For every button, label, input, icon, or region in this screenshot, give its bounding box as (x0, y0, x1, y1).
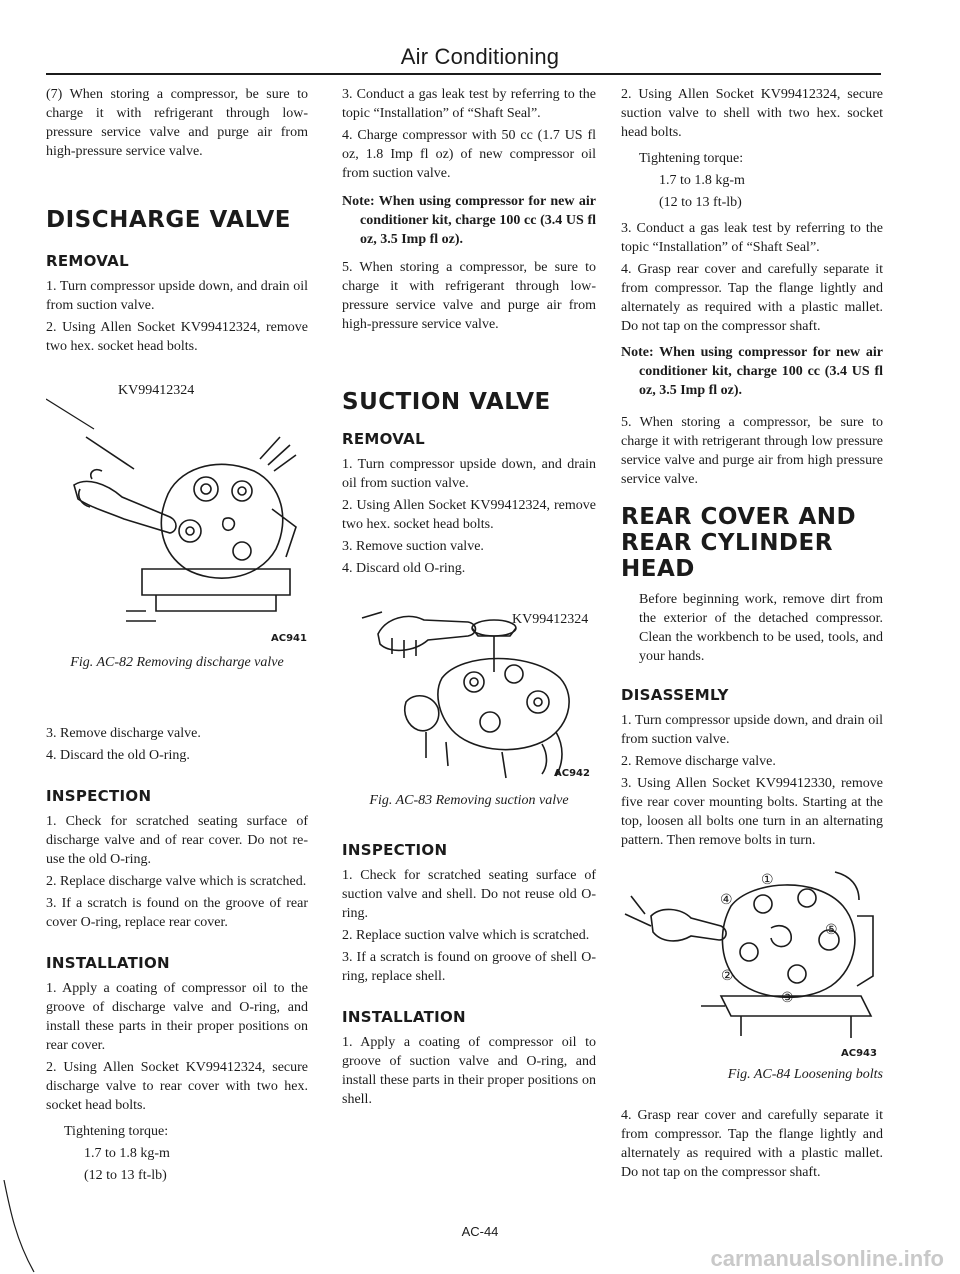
installation-step-1: 1. Apply a coating of compressor oil to the groove of discharge valve and O-ring, and install these parts in their proper positions on rear cover. (46, 981, 308, 1053)
figure-tool-label: KV99412324 (118, 383, 195, 398)
inspection-step-1: 1. Check for scratched seating surface of suction valve and shell. Do not reuse old O-ring. (342, 868, 596, 921)
installation-step-2: 2. Using Allen Socket KV99412324, secure discharge valve to rear cover with two hex. socket head bolts. (46, 1060, 308, 1113)
discharge-step-3: 3. Remove discharge valve. (46, 726, 201, 741)
title-line-3: HEAD (621, 556, 695, 582)
removal-step-3: 3. Remove suction valve. (342, 539, 484, 554)
note-new-kit (342, 192, 596, 249)
rear-cover-intro: Before beginning work, remove dirt from the exterior of the detached compressor. Clean the workbench to be used, tools, and your hands. (639, 592, 883, 664)
column-3 (621, 85, 883, 1185)
removal-step-4: 4. Discard old O-ring. (342, 561, 466, 576)
charge-oil-step: 4. Grasp rear cover and carefully separate it from compressor. Tap the flange lightly and alternately as required with a plastic mallet. Do not tap on the compressor shaft. (621, 262, 883, 334)
section-title-discharge-valve: DISCHARGE VALVE (46, 207, 291, 233)
binding-margin-mark (0, 1180, 40, 1274)
bolt-label-5: ⑤ (825, 923, 838, 938)
heading-disassembly: DISASSEMLY (621, 686, 729, 704)
heading-removal: REMOVAL (342, 430, 425, 448)
inspection-step-2: 2. Replace discharge valve which is scratched. (46, 874, 307, 889)
note-text: Note: When using compressor for new air conditioner kit, charge 100 cc (3.4 US fl oz, 3.5 Imp fl oz). (342, 194, 596, 247)
figure-code: AC943 (841, 1048, 877, 1059)
disassembly-step-1: 1. Turn compressor upside down, and drain oil from suction valve. (621, 713, 883, 747)
heading-removal: REMOVAL (46, 252, 129, 270)
figure-tool-label: KV99412324 (512, 612, 589, 627)
disassembly-step-2: 2. Remove discharge valve. (621, 754, 776, 769)
inspection-step-3: 3. If a scratch is found on the groove of rear cover O-ring, replace rear cover. (46, 896, 308, 930)
discharge-valve-illustration (46, 359, 308, 649)
torque-value-imperial: (12 to 13 ft-lb) (84, 1168, 167, 1183)
bolt-label-4: ④ (720, 893, 733, 908)
separate-rear-cover-step: 4. Grasp rear cover and carefully separate it from compressor. Tap the flange lightly and alternately as required with a plastic mallet. Do not tap on the compressor shaft. (621, 1108, 883, 1180)
torque-value-imperial: (12 to 13 ft-lb) (659, 195, 742, 210)
inspection-step-3: 3. If a scratch is found on groove of shell O-ring, replace shell. (342, 950, 596, 984)
note-text: Note: When using compressor for new air conditioner kit, charge 100 cc (3.4 US fl oz, 3.5 Imp fl oz). (621, 345, 883, 398)
bolt-label-1: ① (761, 873, 774, 888)
installation-step-1: 1. Apply a coating of compressor oil to groove of suction valve and O-ring, and install these parts in their proper positions on shell. (342, 1035, 596, 1107)
note-new-kit (621, 343, 883, 400)
heading-installation: INSTALLATION (46, 954, 170, 972)
storing-step: 5. When storing a compressor, be sure to charge it with retrigerant through low pressure service valve and purge air from high pressure service valve. (621, 415, 883, 487)
title-line-1: REAR COVER AND (621, 504, 857, 530)
storing-note: (7) When storing a compressor, be sure to charge it with refrigerant through low-pressure service valve and purge air from high-pressure service valve. (46, 87, 308, 159)
figure-caption: Fig. AC-82 Removing discharge valve (70, 655, 284, 670)
torque-label: Tightening torque: (639, 151, 744, 166)
discharge-step-4: 4. Discard the old O-ring. (46, 748, 190, 763)
inspection-step-2: 2. Replace suction valve which is scratched. (342, 928, 590, 943)
figure-caption: Fig. AC-83 Removing suction valve (369, 793, 569, 808)
heading-inspection: INSPECTION (342, 841, 448, 859)
torque-value-metric: 1.7 to 1.8 kg-m (84, 1146, 170, 1161)
figure-ac83 (342, 582, 596, 818)
removal-step-2: 2. Using Allen Socket KV99412324, remove two hex. socket head bolts. (46, 320, 308, 354)
bolt-label-2: ② (721, 969, 734, 984)
header-rule (46, 73, 881, 75)
removal-step-1: 1. Turn compressor upside down, and drain oil from suction valve. (46, 279, 308, 313)
heading-installation: INSTALLATION (342, 1008, 466, 1026)
removal-step-1: 1. Turn compressor upside down, and drain oil from suction valve. (342, 457, 596, 491)
section-title-rear-cover (621, 504, 883, 582)
secure-suction-valve-step: 2. Using Allen Socket KV99412324, secure suction valve to shell with two hex. socket head bolts. (621, 87, 883, 140)
torque-value-metric: 1.7 to 1.8 kg-m (659, 173, 745, 188)
page-number: AC-44 (461, 1224, 499, 1239)
bolt-label-3: ③ (781, 991, 794, 1006)
removal-step-2: 2. Using Allen Socket KV99412324, remove two hex. socket head bolts. (342, 498, 596, 532)
storing-step: 5. When storing a compressor, be sure to charge it with refrigerant through low-pressure service valve and purge air from high-pressure service valve. (342, 260, 596, 332)
column-2 (342, 85, 596, 1112)
charge-oil-step: 4. Charge compressor with 50 cc (1.7 US fl oz, 1.8 Imp fl oz) of new compressor oil from suction valve. (342, 128, 596, 181)
page-title: Air Conditioning (400, 44, 560, 69)
inspection-step-1: 1. Check for scratched seating surface of discharge valve and of rear cover. Do not re-use the old O-ring. (46, 814, 308, 867)
section-title-suction-valve: SUCTION VALVE (342, 389, 551, 415)
column-1 (46, 85, 308, 1188)
title-line-2: REAR CYLINDER (621, 530, 833, 556)
figure-code: AC942 (554, 768, 590, 779)
figure-caption: Fig. AC-84 Loosening bolts (727, 1067, 883, 1082)
figure-code: AC941 (271, 633, 307, 644)
gas-leak-step: 3. Conduct a gas leak test by referring to the topic “Installation” of “Shaft Seal”. (621, 221, 883, 255)
figure-ac82 (46, 359, 308, 681)
heading-inspection: INSPECTION (46, 787, 152, 805)
figure-ac84 (621, 856, 883, 1092)
gas-leak-step: 3. Conduct a gas leak test by referring to the topic “Installation” of “Shaft Seal”. (342, 87, 596, 121)
disassembly-step-3: 3. Using Allen Socket KV99412330, remove five rear cover mounting bolts. Starting at the top, loosen all bolts one turn in an alternating pattern. Then remove bolts in turn. (621, 776, 883, 848)
torque-label: Tightening torque: (64, 1124, 169, 1139)
loosening-bolts-illustration (621, 856, 883, 1056)
watermark: carmanualsonline.info (710, 1246, 944, 1271)
